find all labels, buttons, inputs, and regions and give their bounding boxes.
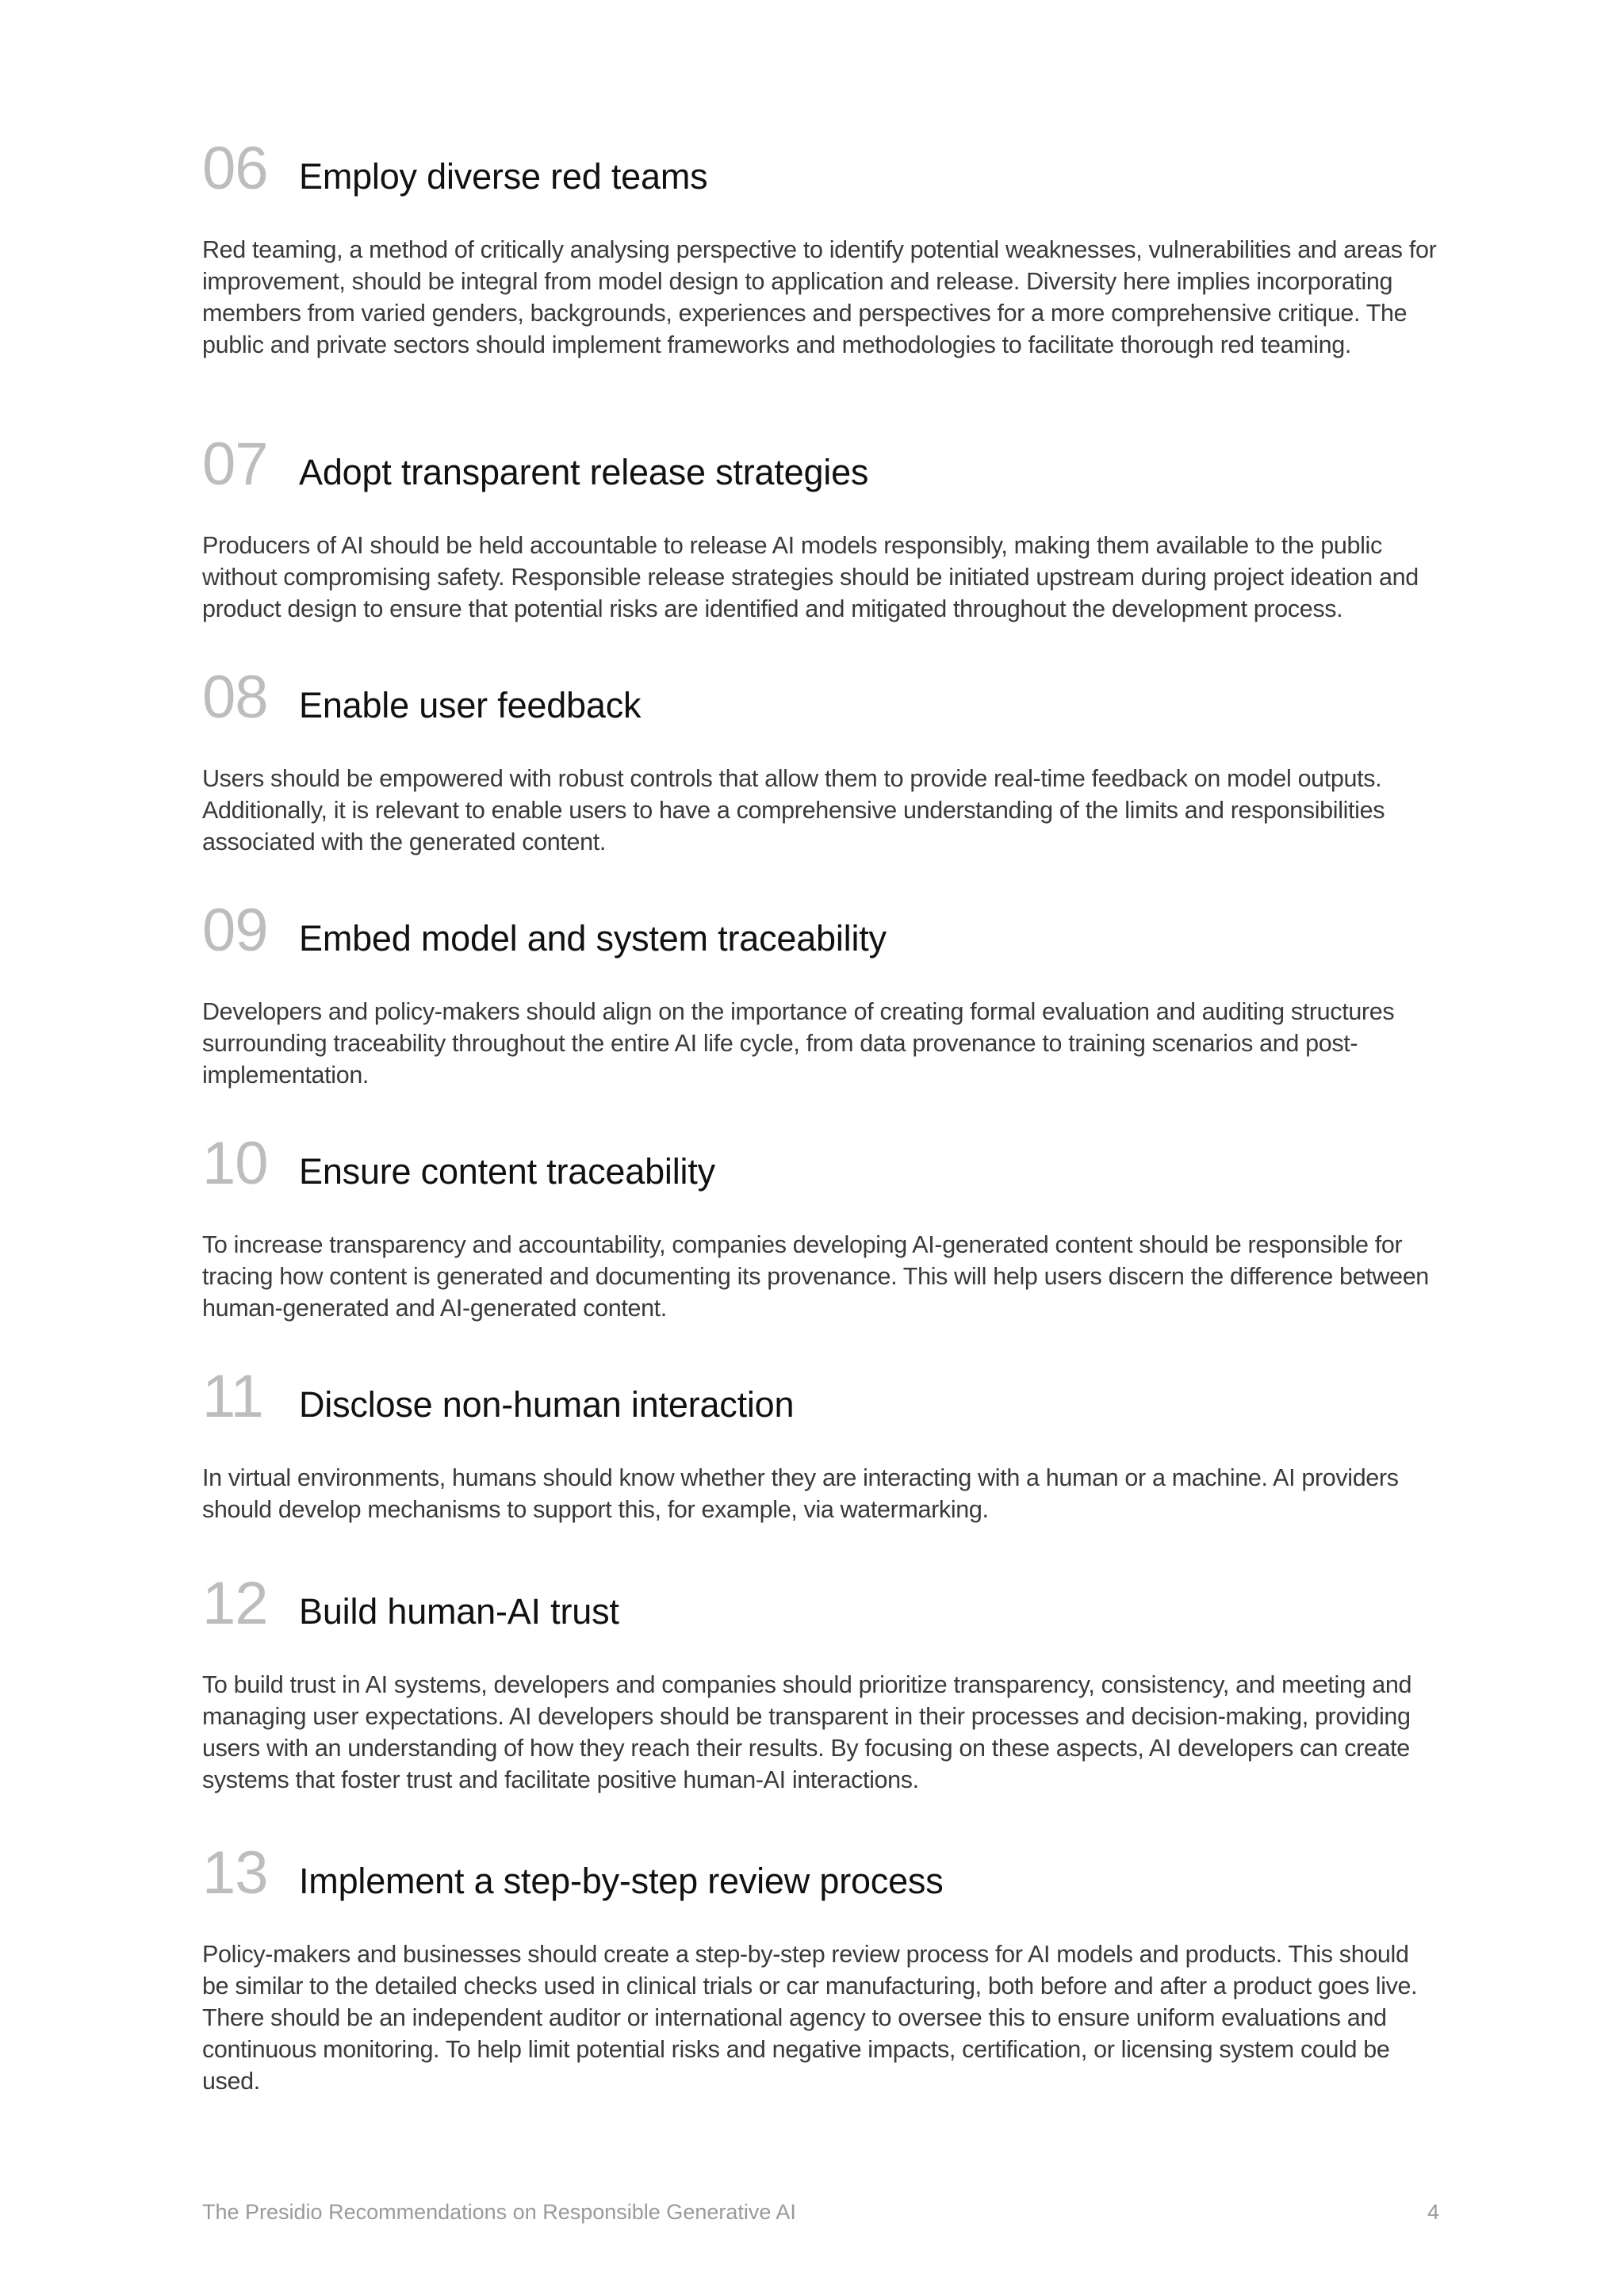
section-body: In virtual environments, humans should know whether they are interacting with a human or a machine. AI providers should develop mechanisms to support this, for example, via watermarking. [202,1464,1399,1523]
section-number: 06 [202,135,268,202]
section-body: Users should be empowered with robust controls that allow them to provide real-time feedback on model outputs. Additionally, it is relevant to enable users to have a comprehensive understanding of the limits and responsibilities associated with the generated content. [202,765,1385,855]
footer-document-title: The Presidio Recommendations on Responsible Generative AI [202,2200,796,2224]
section-title: Build human-AI trust [299,1591,619,1632]
section-number: 07 [202,430,268,498]
section-body: Producers of AI should be held accountable to release AI models responsibly, making them available to the public without compromising safety. Responsible release strategies should be initiated upstream during project ideation and product design to ensure that potential risks are identified and mitigated throughout the development process. [202,532,1419,622]
section-09 [202,897,1439,1091]
section-title: Embed model and system traceability [299,918,887,959]
section-07 [202,430,1439,625]
section-06 [202,135,1439,361]
page-footer [202,2200,1439,2225]
section-body: To increase transparency and accountability, companies developing AI-generated content should be responsible for tracing how content is generated and documenting its provenance. This will help users discern the difference between human-generated and AI-generated content. [202,1231,1429,1322]
section-12 [202,1570,1439,1796]
page-number: 4 [1427,2200,1439,2224]
section-title: Enable user feedback [299,685,642,725]
section-body: Policy-makers and businesses should create a step-by-step review process for AI models and products. This should be similar to the detailed checks used in clinical trials or car manufacturing, both before and after a product goes live. There should be an independent auditor or international agency to oversee this to ensure uniform evaluations and continuous monitoring. To help limit potential risks and negative impacts, certification, or licensing system could be used. [202,1941,1418,2095]
section-13 [202,1839,1439,2097]
section-number: 12 [202,1570,268,1637]
section-heading [202,1570,1439,1645]
section-number: 13 [202,1839,268,1907]
section-heading [202,135,1439,210]
section-heading [202,1363,1439,1438]
section-heading [202,1839,1439,1915]
section-heading [202,897,1439,972]
section-body: Red teaming, a method of critically analysing perspective to identify potential weaknesses, vulnerabilities and areas for improvement, should be integral from model design to application and release. Diversity here implies incorporating members from varied genders, backgrounds, experiences and perspectives for a more comprehensive critique. The public and private sectors should implement frameworks and methodologies to facilitate thorough red teaming. [202,236,1437,358]
section-10 [202,1130,1439,1324]
section-08 [202,664,1439,858]
section-heading [202,1130,1439,1205]
section-number: 11 [202,1363,263,1430]
section-body: To build trust in AI systems, developers and companies should prioritize transparency, consistency, and meeting and managing user expectations. AI developers should be transparent in their processes and decision-making, providing users with an understanding of how they reach their results. By focusing on these aspects, AI developers can create systems that foster trust and facilitate positive human-AI interactions. [202,1671,1412,1793]
section-number: 10 [202,1130,268,1197]
section-title: Disclose non-human interaction [299,1384,795,1425]
section-title: Adopt transparent release strategies [299,452,869,492]
section-heading [202,664,1439,739]
section-title: Employ diverse red teams [299,156,708,197]
section-title: Implement a step-by-step review process [299,1861,944,1901]
section-number: 09 [202,897,268,964]
section-11 [202,1363,1439,1525]
section-number: 08 [202,664,268,731]
section-heading [202,430,1439,506]
section-title: Ensure content traceability [299,1151,715,1192]
section-body: Developers and policy-makers should align on the importance of creating formal evaluation and auditing structures surrounding traceability throughout the entire AI life cycle, from data provenance to training scenarios and post-implementation. [202,998,1395,1089]
